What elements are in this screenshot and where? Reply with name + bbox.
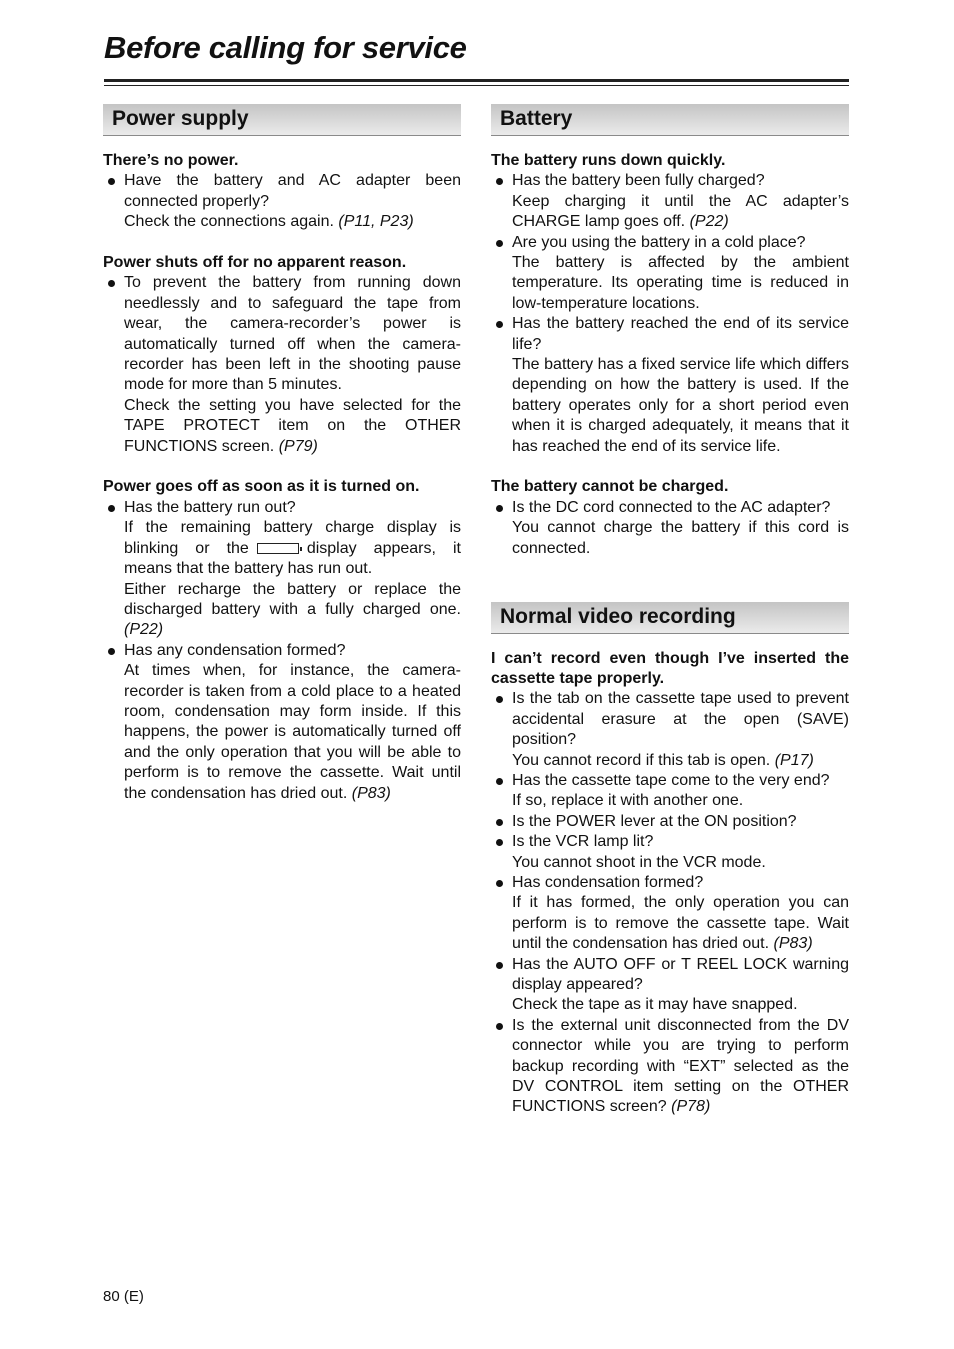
question-text: Is the external unit disconnected from the DV connector while you are trying to perform backup recording with “EXT” selected as the DV CONTROL item setting on the OTHER FUNCTIONS screen? (512, 1016, 849, 1116)
item-answer: You cannot charge the battery if this cord is connected. (512, 519, 849, 557)
left-column (103, 104, 461, 824)
question-heading: Power goes off as soon as it is turned on. (103, 478, 420, 496)
bullet-icon (496, 321, 503, 328)
page-reference: (P79) (278, 437, 318, 455)
item-answer: The battery is affected by the ambient temperature. Its operating time is reduced in low-temperature locations. (512, 254, 849, 312)
item-answer (124, 396, 461, 457)
page-reference: (P11, P23) (338, 213, 414, 231)
bullet-icon (496, 819, 503, 826)
bullet-icon (108, 648, 115, 655)
list-item (103, 273, 461, 457)
page-reference: (P22) (689, 213, 729, 231)
item-question: Has the cassette tape come to the very end? (512, 771, 830, 789)
bullet-icon (496, 962, 503, 969)
answer-text: Either recharge the battery or replace the discharged battery with a fully charged one. (124, 580, 461, 618)
item-question: Has condensation formed? (512, 873, 704, 891)
title-rule (104, 79, 849, 86)
trouble-cannot-charge (491, 477, 849, 559)
list-item (491, 233, 849, 315)
list-item (491, 873, 849, 955)
bullet-icon (496, 178, 503, 185)
list-item (491, 832, 849, 873)
list-item (491, 771, 849, 812)
item-question: Is the POWER lever at the ON position? (512, 812, 797, 830)
trouble-cant-record (491, 649, 849, 1118)
bullet-icon (108, 505, 115, 512)
bullet-icon (496, 839, 503, 846)
trouble-shuts-off (103, 253, 461, 457)
bullet-icon (108, 178, 115, 185)
item-question: Has the AUTO OFF or T REEL LOCK warning display appeared? (512, 955, 849, 993)
item-answer: Check the tape as it may have snapped. (512, 996, 798, 1014)
trouble-no-power (103, 151, 461, 233)
question-heading: The battery cannot be charged. (491, 478, 729, 496)
page-reference: (P83) (351, 784, 391, 802)
item-question: Are you using the battery in a cold place? (512, 233, 806, 251)
item-question: Is the DC cord connected to the AC adapter? (512, 498, 831, 516)
answer-text: display appears, it means that the battery has run out. (124, 539, 461, 578)
page-reference: (P78) (671, 1098, 711, 1116)
item-question: Has the battery reached the end of its service life? (512, 315, 849, 353)
question-heading: The battery runs down quickly. (491, 152, 726, 169)
list-item (491, 498, 849, 559)
item-answer: If so, replace it with another one. (512, 792, 744, 810)
item-question: Has any condensation formed? (124, 641, 346, 659)
item-question: Have the battery and AC adapter been connected properly? (124, 172, 461, 210)
battery-empty-icon (257, 543, 299, 554)
bullet-icon (496, 240, 503, 247)
list-item (491, 955, 849, 1016)
item-question (512, 1016, 849, 1118)
list-item (103, 498, 461, 641)
item-question: Is the VCR lamp lit? (512, 833, 654, 851)
question-heading: I can’t record even though I’ve inserted the cassette tape properly. (491, 649, 849, 687)
item-question: Is the tab on the cassette tape used to prevent accidental erasure at the open (SAVE) position? (512, 690, 849, 749)
section-heading-normal-video-recording: Normal video recording (491, 602, 849, 634)
item-question: To prevent the battery from running down needlessly and to safeguard the tape from wear, the camera-recorder’s power is automatically turned off when the camera-recorder has been left in the shooting pause mode for more than 5 minutes. (124, 274, 461, 394)
answer-text: Check the setting you have selected for the TAPE PROTECT item on the OTHER FUNCTIONS screen. (124, 396, 461, 455)
bullet-icon (496, 505, 503, 512)
answer-text: You cannot record if this tab is open. (512, 751, 771, 769)
item-answer: The battery has a fixed service life which differs depending on how the battery is used. If the battery operates only for a short period even when it is charged adequately, it means that it has reached the end of its service life. (512, 356, 849, 455)
item-answer (512, 751, 849, 771)
list-item (103, 641, 461, 804)
page-reference: (P22) (124, 621, 164, 639)
bullet-icon (108, 280, 115, 287)
page-title: Before calling for service (104, 30, 467, 65)
item-answer (124, 661, 461, 804)
item-answer (124, 580, 461, 641)
item-answer (512, 893, 849, 954)
right-column (491, 104, 849, 1138)
bullet-icon (496, 778, 503, 785)
item-question: Has the battery run out? (124, 498, 296, 516)
item-answer (124, 518, 461, 579)
answer-text: If it has formed, the only operation you can perform is to remove the cassette tape. Wait until the condensation has dried out. (512, 894, 849, 953)
answer-text: Keep charging it until the AC adapter’s CHARGE lamp goes off. (512, 192, 849, 231)
item-answer (512, 192, 849, 233)
question-heading: There’s no power. (103, 152, 239, 169)
list-item (103, 171, 461, 232)
list-item (491, 689, 849, 771)
question-heading: Power shuts off for no apparent reason. (103, 254, 407, 272)
section-heading-power-supply: Power supply (103, 104, 461, 136)
section-heading-battery: Battery (491, 104, 849, 136)
list-item (491, 812, 849, 832)
item-answer (124, 212, 461, 232)
answer-text: Check the connections again. (124, 213, 334, 231)
bullet-icon (496, 696, 503, 703)
answer-text: If the remaining battery charge display is blinking or the (124, 519, 461, 557)
trouble-runs-down (491, 151, 849, 457)
list-item (491, 171, 849, 232)
page-number: 80 (E) (103, 1288, 144, 1305)
trouble-goes-off (103, 477, 461, 804)
list-item (491, 1016, 849, 1118)
list-item (491, 314, 849, 457)
bullet-icon (496, 1023, 503, 1030)
answer-text: At times when, for instance, the camera-recorder is taken from a cold place to a heated room, condensation may form inside. If this happens, the power is automatically turned off and the only operation that you will be able to perform is to remove the cassette. Wait until the condensation has dried out. (124, 662, 461, 802)
page-reference: (P17) (774, 751, 814, 769)
bullet-icon (496, 880, 503, 887)
item-answer: You cannot shoot in the VCR mode. (512, 853, 766, 871)
page-reference: (P83) (773, 935, 813, 953)
item-question: Has the battery been fully charged? (512, 172, 765, 190)
